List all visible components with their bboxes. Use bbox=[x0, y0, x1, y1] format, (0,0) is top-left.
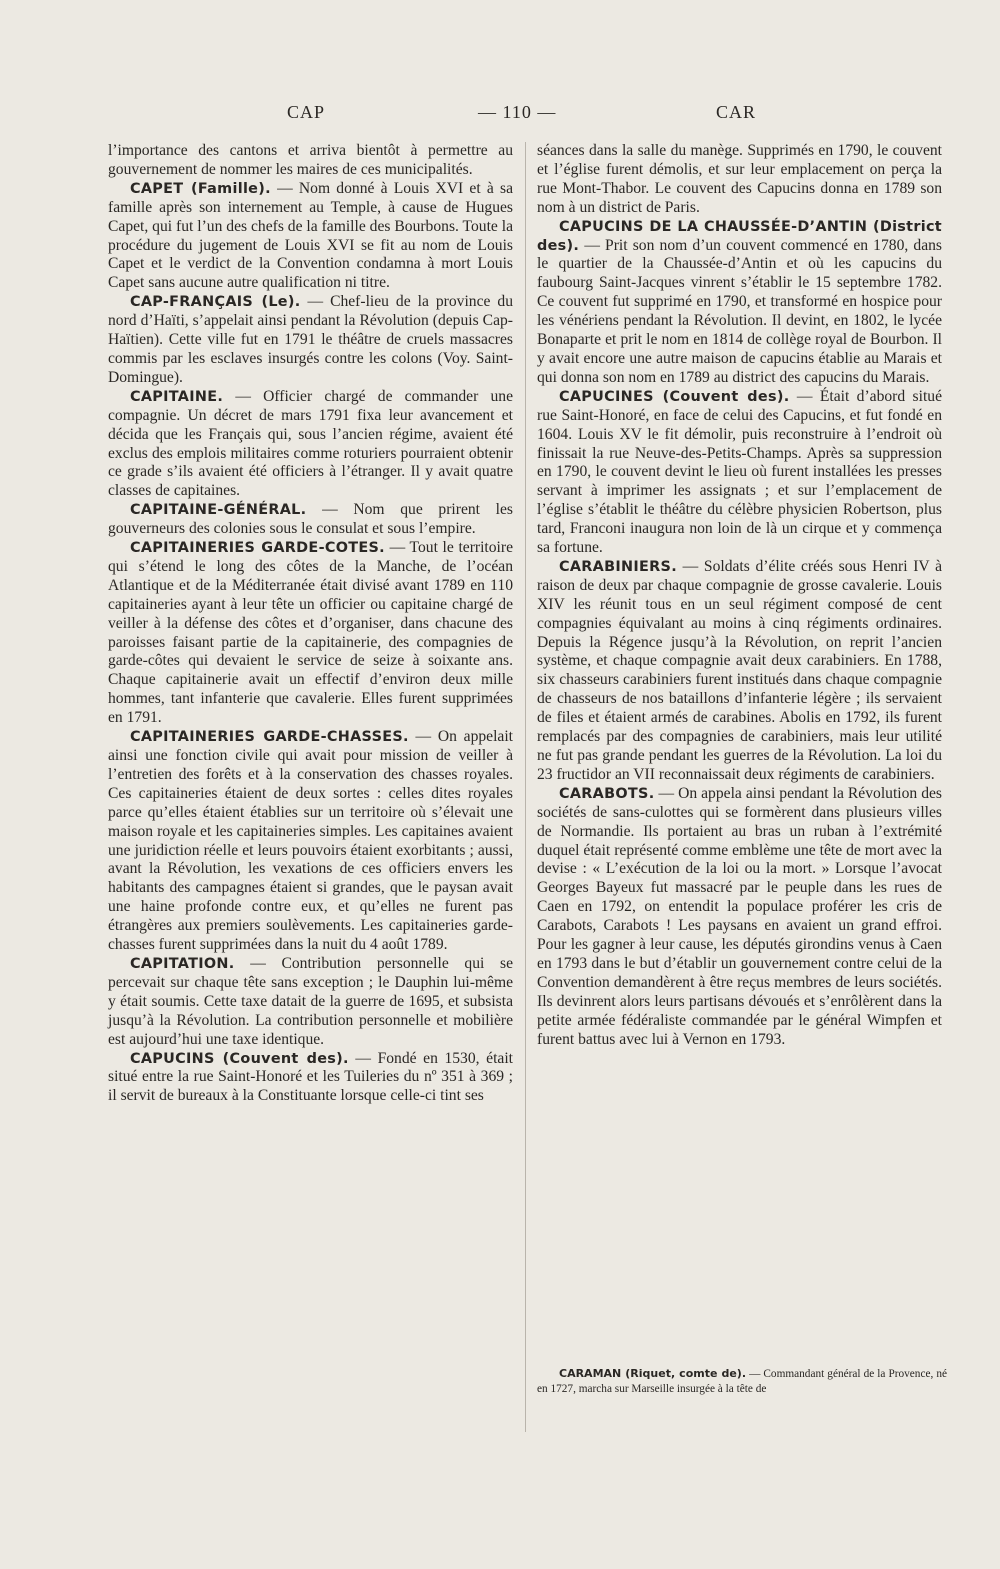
footnote-paragraph bbox=[537, 1366, 947, 1397]
entry-paragraph bbox=[537, 388, 942, 558]
column-divider bbox=[525, 142, 526, 1432]
entry-paragraph bbox=[108, 388, 513, 501]
entry-paragraph bbox=[108, 728, 513, 955]
right-column bbox=[537, 142, 942, 1050]
entry-headword: CAP-FRANÇAIS (Le). bbox=[130, 294, 301, 311]
left-column bbox=[108, 142, 513, 1106]
entry-text: — Prit son nom d’un couvent commencé en 1780, dans le quartier de la Chaussée-d’Antin et où les capucins du faubourg Saint-Jacques vinrent s’établir le 15 septembre 1782. Ce couvent fut supprimé en 1790, et transformé en hospice pour les vénériens pendant la Révolution. Il devint, en 1802, le lycée Bonaparte et prit le nom en 1814 de collège royal de Bourbon. Il y avait encore une autre maison de capucins établie au Marais et qui donna son nom en 1789 au district des capucins du Marais. bbox=[537, 236, 942, 386]
entry-paragraph bbox=[108, 1050, 513, 1107]
entry-paragraph bbox=[108, 501, 513, 539]
entry-text: — Contribution personnelle qui se percevait sur chaque tête sans exception ; le Dauphin lui-même y était soumis. Cette taxe datait de la guerre de 1695, et subsista jusqu’à la Révolution. La contribution personnelle et mobilière est aujourd’hui une taxe identique. bbox=[108, 954, 513, 1048]
entry-text: séances dans la salle du manège. Supprimés en 1790, le couvent et l’église furent démolis, et sur leur emplacement on perça la rue Mont-Thabor. Le couvent des Capucins donna en 1789 son nom à un district de Paris. bbox=[537, 142, 942, 216]
entry-text: — Était d’abord situé rue Saint-Honoré, en face de celui des Capucins, et fut fondé en 1604. Louis XV le fit démolir, puis reconstruire à l’endroit où finissait la rue Neuve-des-Petits-Champs. Après sa suppression en 1790, le couvent devint le lieu où furent installées les presses servant à imprimer les assignats ; et sur l’emplacement de l’église s’établit le théâtre du célèbre physicien Robertson, plus tard, Franconi inaugura non loin de là un cirque et y commença sa fortune. bbox=[537, 387, 942, 557]
footnote-headword: CARAMAN (Riquet, comte de). bbox=[559, 1367, 747, 1380]
entry-headword: CAPET (Famille). bbox=[130, 180, 271, 197]
entry-text: — On appelait ainsi une fonction civile qui avait pour mission de veiller à l’entretien des forêts et à la conservation des chasses royales. Ces capitaineries étaient de deux sortes : celles dites royales parce qu’elles étaient établies sur un territoire où s’élevait une maison royale et les capitaineries simples. Les capitaines avaient une juridiction réelle et leurs pouvoirs étaient exorbitants ; aussi, avant la Révolution, les vexations de ces officiers envers les habitants des campagnes étaient si grandes, que le paysan avait une haine profonde contre eux, et qu’elles ne furent pas étrangères aux premiers soulèvements. Les capitaineries garde-chasses furent supprimées dans la nuit du 4 août 1789. bbox=[108, 728, 514, 954]
entry-headword: CAPITAINE-GÉNÉRAL. bbox=[130, 502, 307, 519]
entry-text: — Soldats d’élite créés sous Henri IV à raison de deux par chaque compagnie de grosse cavalerie. Louis XIV les réunit tous en un seul régiment composé de cent compagnies équivalant au moins à cinq régiments ordinaires. Depuis la Régence jusqu’à la Révolution, on reprit l’ancien système, et chaque compagnie avait deux carabiniers. En 1788, six chasseurs carabiniers furent institués dans chaque compagnie de chasseurs de nos bataillons d’infanterie légère ; ils servaient de files et étaient armés de carabines. Abolis en 1792, ils furent remplacés par des compagnies de carabiniers, mais leur utilité ne fut pas grande pendant les guerres de la Révolution. La loi du 23 fructidor an VII reconnaissait deux régiments de carabiniers. bbox=[537, 557, 942, 783]
entry-headword: CAPITAINERIES GARDE-CHASSES. bbox=[130, 729, 409, 746]
page-number: — 110 — bbox=[478, 102, 557, 122]
entry-text: — Tout le territoire qui s’étend le long des côtes de la Manche, de l’océan Atlantique et de la Méditerranée était divisé avant 1789 en 110 capitaineries ayant à leur tête un officier ou capitaine chargé de veiller à la défense des côtes et d’organiser, dans chacune des paroisses faisant partie de la capitainerie, des compagnies de garde-côtes qui devaient le service de seize à soixante ans. Chaque capitainerie avait un effectif d’environ deux mille hommes, tant infanterie que cavalerie. Elles furent supprimées en 1791. bbox=[108, 539, 514, 727]
entry-headword: CARABINIERS. bbox=[559, 558, 677, 575]
footnote-text: — Commandant général de la Provence, né en 1727, marcha sur Marseille insurgée à la tête de bbox=[537, 1368, 947, 1395]
entry-text: — Chef-lieu de la province du nord d’Haïti, s’appelait ainsi pendant la Révolution (depuis Cap-Haïtien). Cette ville fut en 1791 le théâtre de cruels massacres commis par les esclaves insurgés contre les colons (Voy. Saint-Domingue). bbox=[108, 293, 513, 386]
entry-paragraph bbox=[108, 180, 513, 293]
entry-headword: CAPITAINE. bbox=[130, 388, 224, 405]
entry-paragraph bbox=[537, 142, 942, 218]
entry-headword: CAPITATION. bbox=[130, 955, 235, 972]
running-head bbox=[0, 102, 1000, 128]
entry-headword: CAPUCINS DE LA CHAUSSÉE-D’ANTIN (District des). bbox=[537, 218, 942, 254]
entry-text: — Nom donné à Louis XVI et à sa famille après son internement au Temple, à cause de Hugues Capet, qui fut l’un des chefs de la famille des Bourbons. Toute la procédure du jugement de Louis XVI se fit au nom de Louis Capet et le verdict de la Convention condamna à mort Louis Capet sans aucune autre qualification ni titre. bbox=[108, 179, 513, 292]
entry-paragraph bbox=[108, 955, 513, 1050]
entry-text: — On appela ainsi pendant la Révolution des sociétés de sans-culottes qui se formèrent dans plusieurs villes de Normandie. Ils portaient au bras un ruban à l’extrémité duquel était représenté comme emblème une tête de mort avec la devise : « L’exécution de la loi ou la mort. » Lorsque l’avocat Georges Bayeux fut massacré par le peuple dans les rues de Caen en 1792, on entendit la populace proférer les cris de Carabots, Carabots ! Les paysans en avaient un grand effroi. Pour les gagner à leur cause, les députés girondins venus à Caen en 1793 dans le but d’établir un gouvernement contre celui de la Convention demandèrent à être reçus membres de leurs sociétés. Ils devinrent alors leurs partisans dévoués et s’enrôlèrent dans la petite armée fédéraliste commandée par le général Wimpfen et furent battus avec lui à Vernon en 1793. bbox=[537, 784, 942, 1048]
entry-paragraph bbox=[537, 218, 942, 388]
entry-headword: CAPUCINES (Couvent des). bbox=[559, 388, 790, 405]
entry-paragraph bbox=[108, 293, 513, 388]
entry-headword: CAPUCINS (Couvent des). bbox=[130, 1050, 349, 1067]
entry-text: — Fondé en 1530, était situé entre la rue Saint-Honoré et les Tuileries du nº 351 à 369 ; il servit de bureaux à la Constituante lorsque celle-ci tint ses bbox=[108, 1049, 513, 1105]
footnote bbox=[537, 1366, 947, 1397]
header-right-guideword: CAR bbox=[716, 102, 757, 122]
entry-text: — Nom que prirent les gouverneurs des colonies sous le consulat et sous l’empire. bbox=[108, 501, 513, 538]
entry-paragraph bbox=[108, 539, 513, 728]
entry-paragraph bbox=[537, 785, 942, 1050]
entry-paragraph bbox=[537, 558, 942, 785]
entry-headword: CARABOTS. bbox=[559, 785, 655, 802]
entry-headword: CAPITAINERIES GARDE-COTES. bbox=[130, 540, 385, 557]
entry-paragraph bbox=[108, 142, 513, 180]
entry-text: — Officier chargé de commander une compagnie. Un décret de mars 1791 fixa leur avancement et décida que les Français qui, sous l’ancien régime, avaient été exclus des emplois militaires comme roturiers pourraient obtenir ce grade s’ils avaient été officiers à l’étranger. Il y avait quatre classes de capitaines. bbox=[108, 387, 513, 500]
header-left-guideword: CAP bbox=[287, 102, 326, 122]
entry-text: l’importance des cantons et arriva bientôt à permettre au gouvernement de nommer les maires de ces municipalités. bbox=[108, 142, 513, 178]
